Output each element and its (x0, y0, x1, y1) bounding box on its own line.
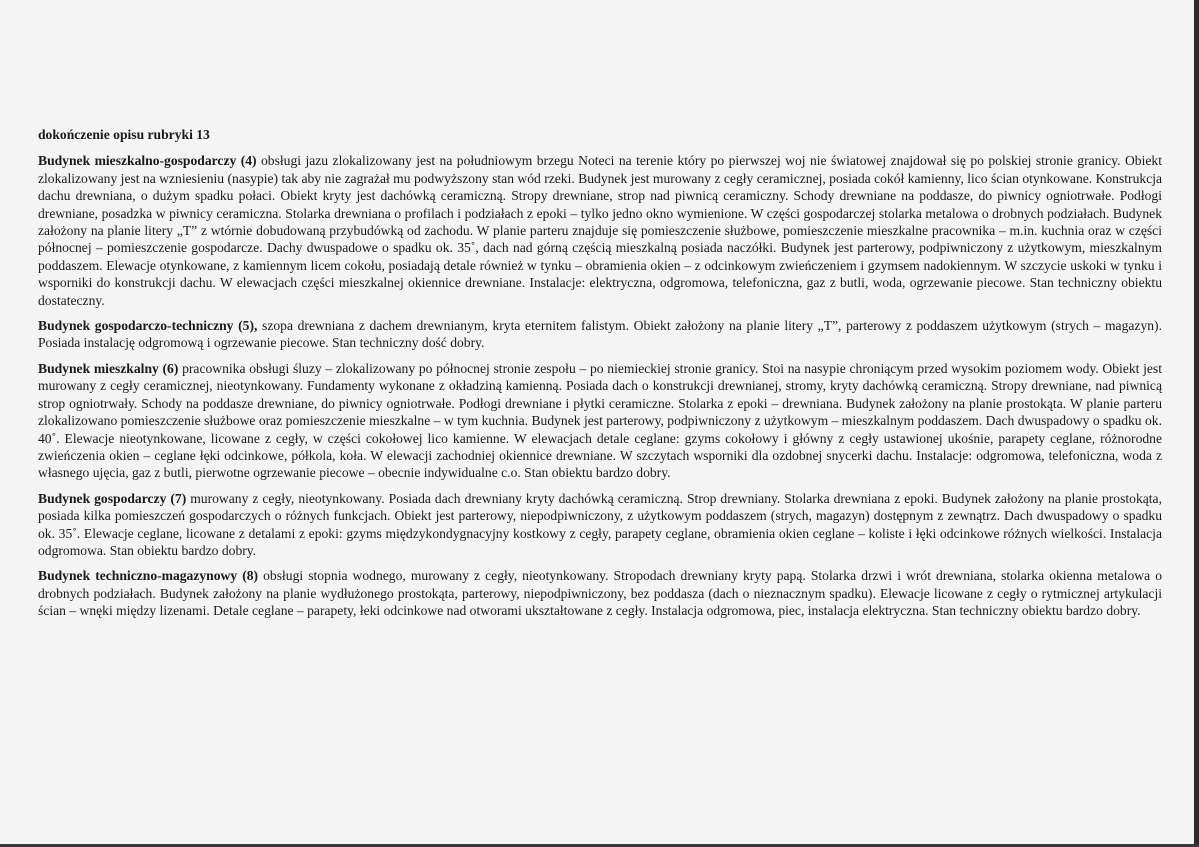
paragraph-lead: Budynek mieszkalny (6) (38, 360, 179, 376)
paragraph-text: murowany z cegły, nieotynkowany. Posiada dach drewniany kryty dachówką ceramiczną. Strop drewniany. Stolarka drewniana z epoki. Budynek założony na planie prostokąta, posiada kilka pomieszczeń gospodarczych o różnych funkcjach. Obiekt jest parterowy, niepodpiwniczony, z użytkowym poddaszem (strych, magazyn) dostępnym z zewnątrz. Dach dwuspadowy o spadku ok. 35˚. Elewacje ceglane, licowane z detalami z epoki: gzyms międzykondygnacyjny kostkowy z cegły, parapety ceglane, obramienia okien ceglane – koliste i łęki odcinkowe różnych wielkości. Instalacja odgromowa. Stan obiektu bardzo dobry. (38, 490, 1162, 558)
paragraph-building-5 (38, 317, 1162, 352)
paragraph-building-8 (38, 567, 1162, 619)
paragraph-building-7 (38, 490, 1162, 560)
document-page (38, 126, 1162, 628)
paragraph-building-6 (38, 360, 1162, 482)
paragraph-building-4 (38, 152, 1162, 309)
paragraph-lead: Budynek techniczno-magazynowy (8) (38, 568, 259, 584)
section-heading: dokończenie opisu rubryki 13 (38, 127, 210, 142)
paragraph-lead: Budynek gospodarczy (7) (38, 490, 187, 506)
paragraph-text: pracownika obsługi śluzy – zlokalizowany po północnej stronie zespołu – po niemieckiej stronie granicy. Stoi na nasypie chroniącym przed wysokim poziomem wody. Obiekt jest murowany z cegły ceramicznej, nieotynkowany. Fundamenty wykonane z okładziną kamienną. Posiada dach o konstrukcji drewnianej, stromy, kryty dachówką ceramiczną. Stropy drewniane, nad piwnicą strop ogniotrwały. Schody na poddasze drewniane, do piwnicy ogniotrwałe. Podłogi drewniane i płytki ceramiczne. Stolarka z epoki – drewniana. Budynek założony na planie prostokąta. W planie parteru zlokalizowano pomieszczenie służbowe oraz pomieszczenie mieszkalne – w tym kuchnia. Budynek jest parterowy, podpiwniczony z użytkowym – mieszkalnym poddaszem. Dach dwuspadowy o spadku ok. 40˚. Elewacje nieotynkowane, licowane z cegły, w części cokołowej lico kamienne. W elewacjach detale ceglane: gzyms cokołowy i główny z cegły ustawionej ukośnie, parapety ceglane, różnorodne zwieńczenia okien – ceglane łęki odcinkowe, półkola, koła. W elewacji zachodniej okiennice drewniane. W szczytach wsporniki dla ozdobnej snycerki dachu. Instalacje: odgromowa, telefoniczna, woda z własnego ujęcia, gaz z butli, pierwotne ogrzewanie piecowe – obecnie indywidualne c.o. Stan obiektu bardzo dobry. (38, 360, 1162, 481)
paragraph-lead: Budynek gospodarczo-techniczny (5), (38, 318, 258, 334)
paragraph-text: obsługi stopnia wodnego, murowany z cegły, nieotynkowany. Stropodach drewniany kryty papą. Stolarka drzwi i wrót drewniana, stolarka okienna metalowa o drobnych podziałach. Budynek założony na planie wydłużonego prostokąta, parterowy, niepodpiwniczony, bez poddasza (dach o nieznacznym spadku). Elewacje licowane z cegły o rytmicznej artykulacji ścian – wnęki między lizenami. Detale ceglane – parapety, łeki odcinkowe nad otworami ukształtowane z cegły. Instalacja odgromowa, piec, instalacja elektryczna. Stan techniczny obiektu bardzo dobry. (38, 568, 1162, 619)
scan-edge-right (1194, 0, 1199, 847)
paragraph-text: obsługi jazu zlokalizowany jest na południowym brzegu Noteci na terenie który po pierwszej woj nie światowej znajdował się po polskiej stronie granicy. Obiekt zlokalizowany jest na wzniesieniu (nasypie) tak aby nie zagrażał mu podwyższony stan wód rzeki. Budynek jest murowany z cegły ceramicznej, posiada cokół kamienny, lico ścian otynkowane. Konstrukcja dachu drewniana, o dużym spadku połaci. Obiekt kryty jest dachówką ceramiczną. Stropy drewniane, strop nad piwnicą ceramiczny. Schody drewniane na poddasze, do piwnicy ogniotrwałe. Podłogi drewniane, posadzka w piwnicy ceramiczna. Stolarka drewniana o profilach i podziałach z epoki – tylko jedno okno wymienione. W części gospodarczej stolarka metalowa o drobnych podziałach. Budynek założony na planie litery „T” z wtórnie dobudowaną przybudówką od zachodu. W planie parteru znajduje się pomieszczenie służbowe, pomieszczenie mieszkalne pracownika – m.in. kuchnia oraz w części północnej – pomieszczenie gospodarcze. Dachy dwuspadowe o spadku ok. 35˚, dach nad górną częścią mieszkalną posiada naczółki. Budynek jest parterowy, podpiwniczony z użytkowym, mieszkalnym poddaszem. Elewacje otynkowane, z kamiennym licem cokołu, posiadają detale również w tynku – obramienia okien – z odcinkowym zwieńczeniem i gzymsem nadokiennym. W szczycie uskoki w tynku i wsporniki do konstrukcji dachu. W elewacjach części mieszkalnej okiennice drewniane. Instalacje: elektryczna, odgromowa, telefoniczna, gaz z butli, woda, ogrzewanie piecowe. Stan techniczny obiektu dostateczny. (38, 153, 1163, 308)
paragraph-text: szopa drewniana z dachem drewnianym, kryta eternitem falistym. Obiekt założony na planie litery „T”, parterowy z poddaszem użytkowym (strych – magazyn). Posiada instalację odgromową i ogrzewanie piecowe. Stan techniczny dość dobry. (38, 318, 1162, 351)
paragraph-lead: Budynek mieszkalno-gospodarczy (4) (38, 153, 257, 169)
